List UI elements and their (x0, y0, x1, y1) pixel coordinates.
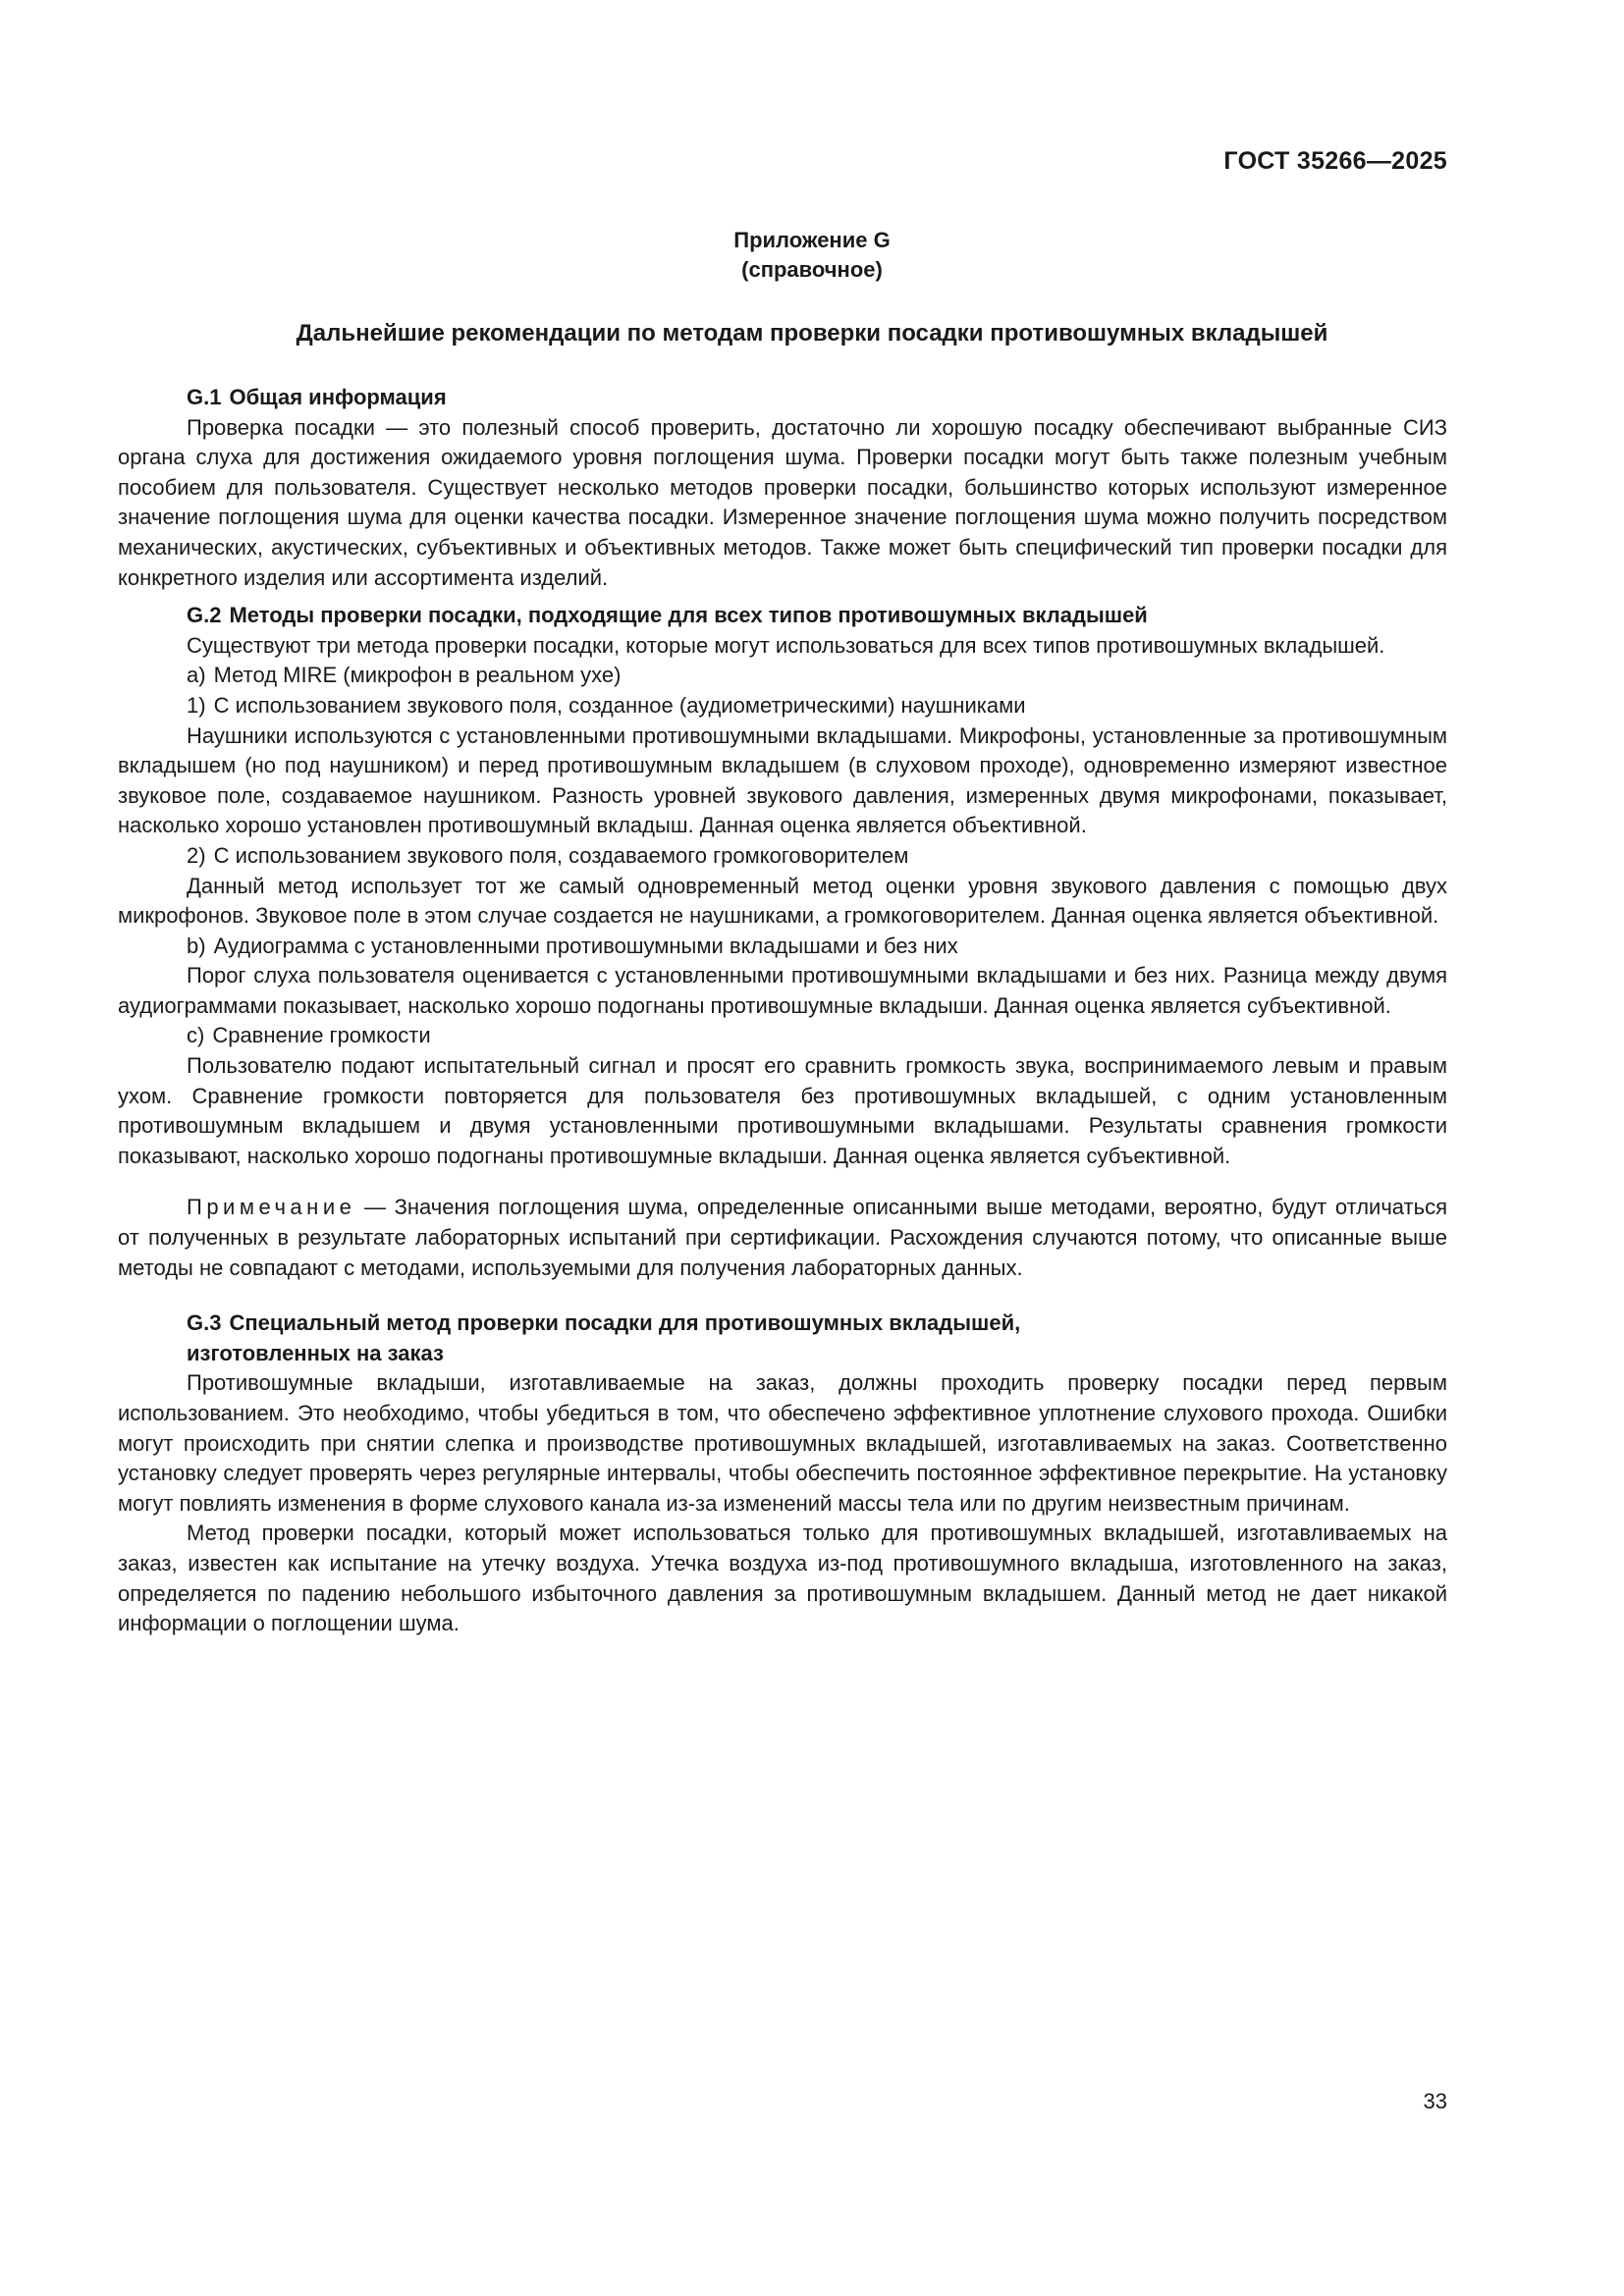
paragraph-g2-a2: Данный метод использует тот же самый одновременный метод оценки уровня звукового давления с помощью двух микрофонов. Звуковое поле в этом случае создается не наушниками, а громкоговорителем. Данная оценка является объективной. (118, 873, 1447, 929)
paragraph-g2-intro: Существуют три метода проверки посадки, которые могут использоваться для всех типов противошумных вкладышей. (187, 632, 1385, 658)
section-title-g3-line1: Специальный метод проверки посадки для противошумных вкладышей, (229, 1310, 1021, 1336)
list-item-c (118, 1021, 1447, 1051)
list-label-b: Аудиограмма с установленными противошумными вкладышами и без них (213, 933, 958, 958)
annex-status: (справочное) (741, 257, 883, 282)
section-heading-g3 (118, 1308, 1447, 1368)
document-code: ГОСТ 35266—2025 (1223, 147, 1447, 175)
note-text: Значения поглощения шума, определенные описанными выше методами, вероятно, будут отличаться от полученных в результате лабораторных испытаний при сертификации. Расхождения случаются потому, что описанные выше методы не совпадают с методами, используемыми для получения лабораторных данных. (118, 1195, 1447, 1280)
list-marker-a: a) (187, 663, 206, 688)
page-number: 33 (1423, 2089, 1447, 2113)
section-number-g3: G.3 (187, 1310, 222, 1336)
section-heading-g2 (118, 601, 1447, 631)
annex-header (0, 226, 1624, 285)
main-title: Дальнейшие рекомендации по методам проверки посадки противошумных вкладышей (296, 320, 1328, 347)
list-label-a2: С использованием звукового поля, создаваемого громкоговорителем (213, 842, 909, 868)
paragraph-g3-1: Противошумные вкладыши, изготавливаемые на заказ, должны проходить проверку посадки перед первым использованием. Это необходимо, чтобы убедиться в том, что обеспечено эффективное уплотнение слухового прохода. Ошибки могут происходить при снятии слепка и производстве противошумных вкладышей, изготавливаемых на заказ. Соответственно установку следует проверять через регулярные интервалы, чтобы обеспечить постоянное эффективное перекрытие. На установку могут повлиять изменения в форме слухового канала из-за изменений массы тела или по другим неизвестным причинам. (118, 1370, 1447, 1516)
section-number-g2: G.2 (187, 603, 222, 628)
paragraph-g2-c: Пользователю подают испытательный сигнал и просят его сравнить громкость звука, воспринимаемого левым и правым ухом. Сравнение громкости повторяется для пользователя без противошумных вкладышей, с одним установленным противошумным вкладышем и двумя установленными противошумными вкладышами. Результаты сравнения громкости показывают, насколько хорошо подогнаны противошумные вкладыши. Данная оценка является субъективной. (118, 1053, 1447, 1168)
list-item-b (118, 932, 1447, 962)
list-item-a (118, 661, 1447, 691)
annex-title: Приложение G (733, 228, 891, 252)
section-title-g2: Методы проверки посадки, подходящие для всех типов противошумных вкладышей (229, 603, 1148, 628)
list-item-a2 (118, 841, 1447, 872)
list-item-a1 (118, 691, 1447, 721)
document-body (118, 383, 1447, 1639)
section-heading-g1 (118, 383, 1447, 413)
list-marker-a2: 2) (187, 842, 206, 868)
note-block (118, 1193, 1447, 1283)
list-label-a1: С использованием звукового поля, созданное (аудиометрическими) наушниками (213, 692, 1026, 718)
section-title-g3-line2: изготовленных на заказ (187, 1340, 444, 1365)
list-label-c: Сравнение громкости (212, 1023, 431, 1048)
section-title-g1: Общая информация (229, 385, 447, 409)
list-marker-c: c) (187, 1023, 205, 1048)
note-paragraph (118, 1193, 1447, 1283)
section-number-g1: G.1 (187, 385, 222, 409)
paragraph-g2-a1: Наушники используются с установленными противошумными вкладышами. Микрофоны, установленные за противошумным вкладышем (но под наушником) и перед противошумным вкладышем (в слуховом проходе), одновременно измеряют известное звуковое поле, создаваемое наушником. Разность уровней звукового давления, измеренных двумя микрофонами, показывает, насколько хорошо установлен противошумный вкладыш. Данная оценка является объективной. (118, 722, 1447, 838)
list-marker-a1: 1) (187, 692, 206, 718)
list-marker-b: b) (187, 933, 206, 958)
list-label-a: Метод MIRE (микрофон в реальном ухе) (213, 663, 622, 688)
paragraph-g3-2: Метод проверки посадки, который может использоваться только для противошумных вкладышей, изготавливаемых на заказ, известен как испытание на утечку воздуха. Утечка воздуха из-под противошумного вкладыша, изготовленного на заказ, определяется по падению небольшого избыточного давления за противошумным вкладышем. Данный метод не дает никакой информации о поглощении шума. (118, 1521, 1447, 1636)
paragraph-g1-1: Проверка посадки — это полезный способ проверить, достаточно ли хорошую посадку обеспечивают выбранные СИЗ органа слуха для достижения ожидаемого уровня поглощения шума. Проверки посадки могут быть также полезным учебным пособием для пользователя. Существует несколько методов проверки посадки, большинство которых используют измеренное значение поглощения шума для оценки качества посадки. Измеренное значение поглощения шума можно получить посредством механических, акустических, субъективных и объективных методов. Также может быть специфический тип проверки посадки для конкретного изделия или ассортимента изделий. (118, 414, 1447, 590)
note-dash: — (355, 1195, 395, 1220)
note-label: Примечание (187, 1195, 356, 1220)
paragraph-g2-b: Порог слуха пользователя оценивается с установленными противошумными вкладышами и без них. Разница между двумя аудиограммами показывает, насколько хорошо подогнаны противошумные вкладыши. Данная оценка является субъективной. (118, 963, 1447, 1018)
